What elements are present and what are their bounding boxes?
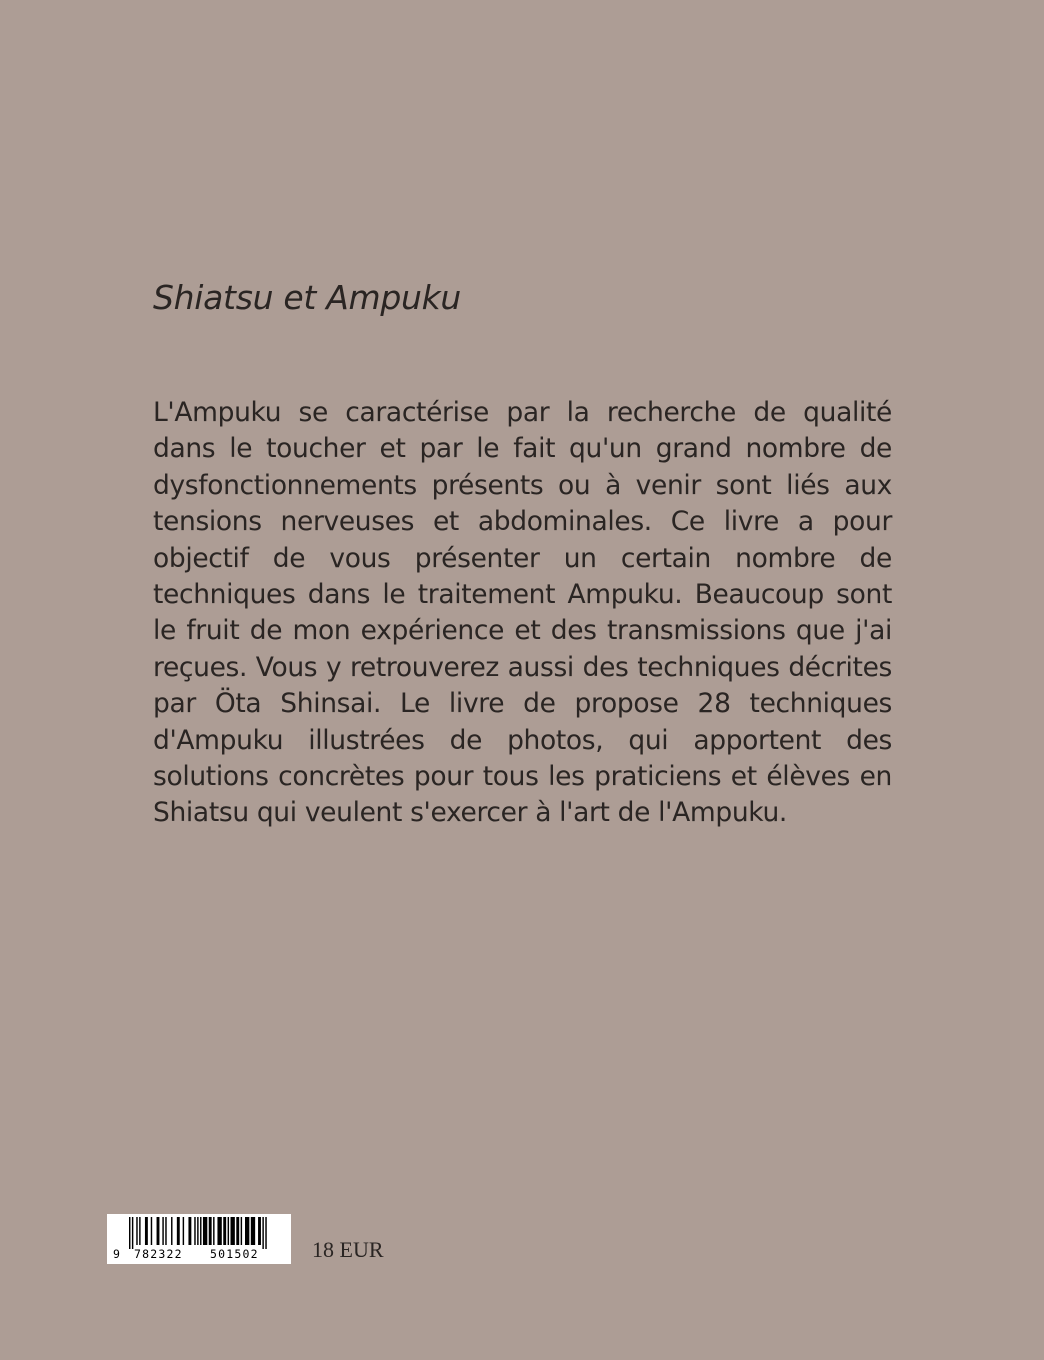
barcode-bar <box>228 1217 229 1245</box>
barcode-bar <box>197 1217 198 1245</box>
barcode-bar <box>157 1217 160 1245</box>
barcode-bar <box>188 1217 191 1245</box>
isbn-barcode <box>107 1214 291 1264</box>
barcode-bar <box>129 1217 130 1249</box>
barcode-bar <box>262 1217 263 1249</box>
barcode-bar <box>136 1217 137 1245</box>
barcode-digit-first: 9 <box>113 1247 122 1261</box>
barcode-group-left: 782322 <box>134 1247 183 1261</box>
barcode-bar <box>200 1217 201 1245</box>
barcode-bar <box>258 1217 261 1245</box>
barcode-bar <box>209 1217 212 1245</box>
book-title: Shiatsu et Ampuku <box>153 278 462 317</box>
barcode-group-right: 501502 <box>210 1247 259 1261</box>
barcode-bar <box>251 1217 255 1245</box>
barcode-bar <box>217 1217 221 1245</box>
barcode-bar <box>194 1217 195 1245</box>
barcode-bar <box>241 1217 242 1245</box>
barcode-bar <box>162 1217 163 1245</box>
book-description: L'Ampuku se caractérise par la recherche de qualité dans le toucher et par le fait qu'un grand nombre de dysfonctionnements présents ou à venir sont liés aux tensions nerveuses et abdominales. Ce livre a pour objectif de vous présenter un certain nombre de techniques dans le traitement Ampuku. Beaucoup sont le fruit de mon expérience et des transmissions que j'ai reçues. Vous y retrouverez aussi des techniques décrites par Öta Shinsai. Le livre de propose 28 techniques d'Ampuku illustrées de photos, qui apportent des solutions concrètes pour tous les praticiens et élèves en Shiatsu qui veulent s'exercer à l'art de l'Ampuku. <box>153 397 892 829</box>
barcode-bar <box>213 1217 214 1245</box>
barcode-bar <box>145 1217 148 1245</box>
price-label: 18 EUR <box>312 1237 384 1262</box>
barcode-bar <box>231 1217 235 1245</box>
barcode-bar <box>151 1217 152 1245</box>
barcode-bar <box>171 1217 172 1245</box>
barcode-bar <box>236 1217 239 1245</box>
barcode-bar <box>203 1217 207 1245</box>
barcode-bar <box>223 1217 226 1245</box>
barcode-bar <box>265 1217 266 1249</box>
barcode-bar <box>132 1217 133 1249</box>
barcode-bar <box>245 1217 249 1245</box>
barcode-bar <box>139 1217 140 1245</box>
barcode-bar <box>165 1217 166 1245</box>
barcode-bar <box>183 1217 184 1245</box>
barcode-bar <box>177 1217 180 1245</box>
